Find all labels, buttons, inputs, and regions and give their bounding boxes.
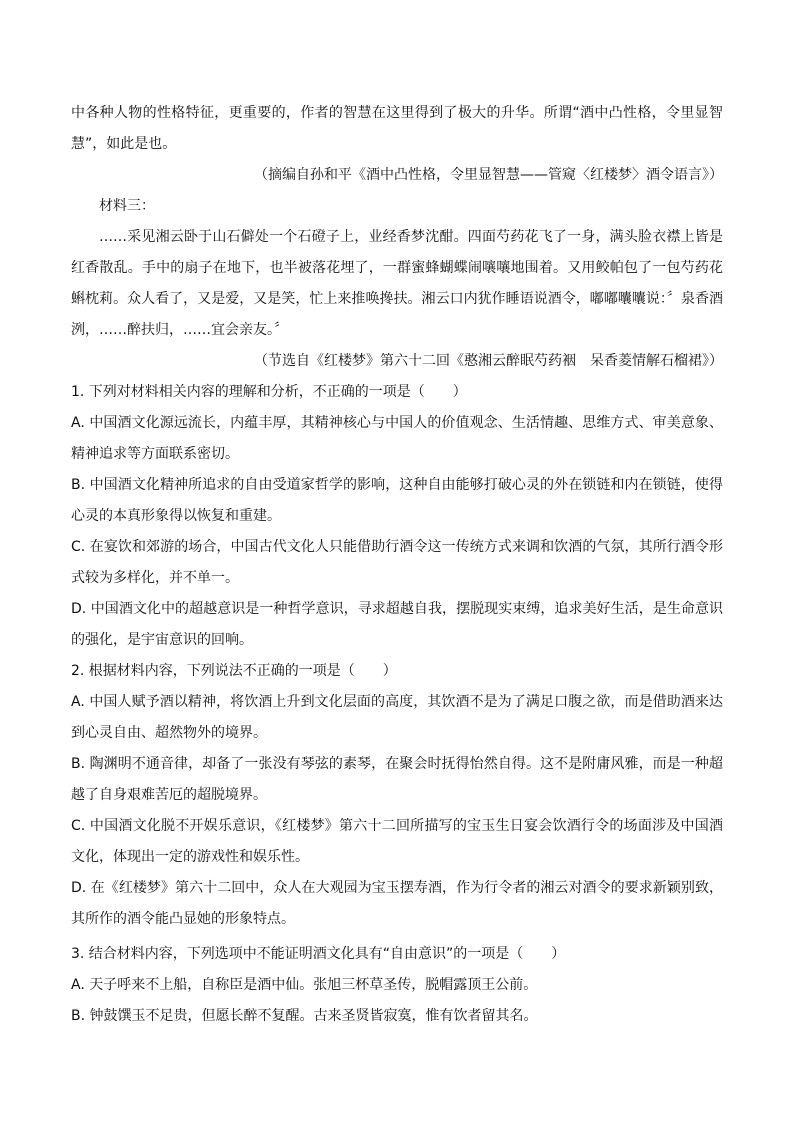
question-3-option-a: A. 天子呼来不上船，自称臣是酒中仙。张旭三杯草圣传，脱帽露顶王公前。 [71, 977, 538, 993]
material-three-source: （节选自《红楼梦》第六十二回《憨湘云醉眠芍药裀 呆香菱情解石榴裙》） [254, 353, 723, 369]
material-two-tail-paragraph: 中各种人物的性格特征，更重要的，作者的智慧在这里得到了极大的升华。所谓“酒中凸性格，令里显智慧”，如此是也。 [71, 105, 723, 152]
question-2-option-a: A. 中国人赋予酒以精神，将饮酒上升到文化层面的高度，其饮酒不是为了满足口腹之欲，而是借助酒来达到心灵自由、超然物外的境界。 [71, 694, 723, 741]
material-two-source: （摘编自孙和平《酒中凸性格，令里显智慧——管窥〈红楼梦〉酒令语言》） [254, 167, 723, 183]
question-3 [71, 939, 723, 1032]
question-1 [71, 377, 723, 656]
question-1-option-c: C. 在宴饮和郊游的场合，中国古代文化人只能借助行酒令这一传统方式来调和饮酒的气氛，其所行酒令形式较为多样化，并不单一。 [71, 539, 723, 586]
material-three-section [71, 191, 723, 377]
question-2-stem: 2. 根据材料内容，下列说法不正确的一项是（ ） [71, 663, 397, 679]
question-3-stem: 3. 结合材料内容，下列选项中不能证明酒文化具有“自由意识”的一项是（ ） [71, 946, 566, 962]
question-1-stem: 1. 下列对材料相关内容的理解和分析，不正确的一项是（ ） [71, 384, 467, 400]
question-2-option-b: B. 陶渊明不通音律，却备了一张没有琴弦的素琴，在聚会时抚得怡然自得。这不是附庸风雅，而是一种超越了自身艰难苦厄的超脱境界。 [71, 756, 723, 803]
question-1-option-b: B. 中国酒文化精神所追求的自由受道家哲学的影响，这种自由能够打破心灵的外在锁链和内在锁链，使得心灵的本真形象得以恢复和重建。 [71, 477, 723, 524]
question-2-option-d: D. 在《红楼梦》第六十二回中，众人在大观园为宝玉摆寿酒，作为行令者的湘云对酒令的要求新颖别致，其所作的酒令能凸显她的形象特点。 [71, 880, 723, 927]
material-three-paragraph: ……采见湘云卧于山石僻处一个石磴子上，业经香梦沈酣。四面芍药花飞了一身，满头脸衣襟上皆是红香散乱。手中的扇子在地下，也半被落花埋了，一群蜜蜂蝴蝶闹嚷嚷地围着。又用鲛帕包了一包芍药花蝌枕莉。众人看了，又是爱，又是笑，忙上来推唤搀扶。湘云口内犹作睡语说酒令，嘟嘟囔囔说：〞泉香酒洌，……醉扶归，……宜会亲友。〞 [71, 229, 723, 338]
question-1-option-a: A. 中国酒文化源远流长，内蕴丰厚，其精神核心与中国人的价值观念、生活情趣、思维方式、审美意象、精神追求等方面联系密切。 [71, 415, 723, 462]
question-2 [71, 656, 723, 935]
question-2-option-c: C. 中国酒文化脱不开娱乐意识，《红楼梦》第六十二回所描写的宝玉生日宴会饮酒行令的场面涉及中国酒文化，体现出一定的游戏性和娱乐性。 [71, 818, 723, 865]
question-1-option-d: D. 中国酒文化中的超越意识是一种哲学意识，寻求超越自我，摆脱现实束缚，追求美好生活，是生命意识的强化，是宇宙意识的回响。 [71, 601, 723, 648]
question-3-option-b: B. 钟鼓馔玉不足贵，但愿长醉不复醒。古来圣贤皆寂寞，惟有饮者留其名。 [71, 1008, 538, 1024]
material-three-label: 材料三： [99, 198, 155, 214]
material-two-section [71, 98, 723, 191]
